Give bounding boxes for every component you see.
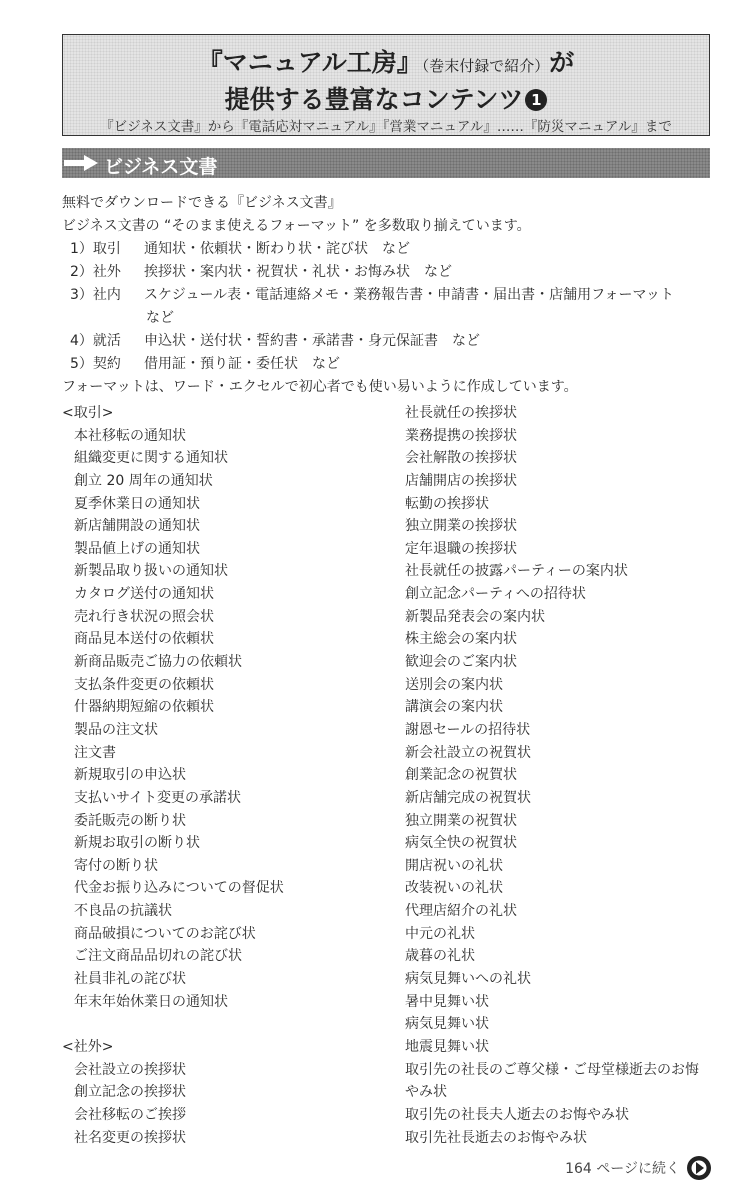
list-item: 創業記念の祝賀状 bbox=[405, 767, 517, 784]
list-item: 会社解散の挨拶状 bbox=[405, 450, 517, 467]
list-item: 取引先社長逝去のお悔やみ状 bbox=[405, 1129, 587, 1146]
list-item: 本社移転の通知状 bbox=[74, 427, 186, 444]
category-label: 3）社内 bbox=[70, 287, 121, 303]
list-item: 新規取引の申込状 bbox=[74, 767, 186, 784]
category-row bbox=[62, 261, 712, 284]
list-item: 歓迎会のご案内状 bbox=[405, 654, 517, 671]
list-item: 注文書 bbox=[74, 744, 116, 761]
category-label: 1）取引 bbox=[70, 241, 121, 257]
list-item: 製品の注文状 bbox=[74, 721, 158, 738]
list-item: 新製品取り扱いの通知状 bbox=[74, 563, 228, 580]
list-item: 社員非礼の詫び状 bbox=[74, 971, 186, 988]
list-item: ご注文商品品切れの詫び状 bbox=[74, 948, 242, 965]
list-item: 商品破損についてのお詫び状 bbox=[74, 925, 256, 942]
list-item: 講演会の案内状 bbox=[405, 699, 503, 716]
list-item: 不良品の抗議状 bbox=[74, 903, 172, 920]
list-item: 社名変更の挨拶状 bbox=[74, 1129, 186, 1146]
section-title: ビジネス文書 bbox=[104, 156, 218, 178]
category-row bbox=[62, 284, 712, 307]
list-item: 支払条件変更の依頼状 bbox=[74, 676, 214, 693]
torihiki-list bbox=[62, 425, 382, 1014]
list-item: 支払いサイト変更の承諾状 bbox=[74, 789, 242, 806]
intro-closing: フォーマットは、ワード・エクセルで初心者でも使い易いように作成しています。 bbox=[62, 379, 578, 395]
list-item: 創立 20 周年の通知状 bbox=[74, 472, 213, 489]
list-item: 改装祝いの礼状 bbox=[405, 880, 503, 897]
intro-line-1: 無料でダウンロードできる『ビジネス文書』 bbox=[62, 195, 342, 211]
header-subtitle: 『ビジネス文書』から『電話応対マニュアル』『営業マニュアル』……『防災マニュアル』まで bbox=[100, 119, 672, 135]
list-item: 新店舗開設の通知状 bbox=[74, 518, 200, 535]
shagai-list bbox=[62, 1059, 382, 1150]
header-box bbox=[62, 34, 710, 136]
list-item: 取引先の社長夫人逝去のお悔やみ状 bbox=[405, 1106, 629, 1123]
list-item: 会社移転のご挨拶 bbox=[74, 1106, 186, 1123]
section-bar bbox=[62, 148, 710, 178]
header-title-line2 bbox=[63, 80, 709, 116]
list-item: 組織変更に関する通知状 bbox=[74, 450, 228, 467]
list-item: 病気見舞いへの礼状 bbox=[405, 971, 531, 988]
list-item: 送別会の案内状 bbox=[405, 676, 503, 693]
list-item: 商品見本送付の依頼状 bbox=[74, 631, 214, 648]
list-item: 製品値上げの通知状 bbox=[74, 540, 200, 557]
category-label: 2）社外 bbox=[70, 264, 121, 280]
list-item: 歳暮の礼状 bbox=[405, 948, 475, 965]
category-row bbox=[62, 330, 712, 353]
list-item: 会社設立の挨拶状 bbox=[74, 1061, 186, 1078]
list-item: 新会社設立の祝賀状 bbox=[405, 744, 531, 761]
list-item: 売れ行き状況の照会状 bbox=[74, 608, 214, 625]
list-item: 独立開業の挨拶状 bbox=[405, 518, 517, 535]
list-item: 創立記念の挨拶状 bbox=[74, 1084, 186, 1101]
torihiki-heading: <取引> bbox=[62, 405, 114, 421]
list-item: 新店舗完成の祝賀状 bbox=[405, 789, 531, 806]
right-column bbox=[405, 402, 725, 1149]
list-item: 創立記念パーティへの招待状 bbox=[405, 586, 586, 603]
list-item: 年末年始休業日の通知状 bbox=[74, 993, 228, 1010]
category-content: スケジュール表・電話連絡メモ・業務報告書・申請書・届出書・店舗用フォーマット bbox=[144, 287, 674, 303]
list-item: 転勤の挨拶状 bbox=[405, 495, 489, 512]
category-content: 申込状・送付状・誓約書・承諾書・身元保証書 など bbox=[144, 333, 480, 349]
right-list bbox=[405, 402, 725, 1149]
category-content: 通知状・依頼状・断わり状・詫び状 など bbox=[144, 241, 410, 257]
list-item: やみ状 bbox=[405, 1084, 447, 1101]
list-item: 地震見舞い状 bbox=[405, 1038, 489, 1055]
list-item: 病気見舞い状 bbox=[405, 1016, 489, 1033]
header-title-line2-text: 提供する豊富なコンテンツ bbox=[224, 85, 524, 114]
list-item: 業務提携の挨拶状 bbox=[405, 427, 517, 444]
intro-text bbox=[62, 192, 712, 399]
list-item: 新商品販売ご協力の依頼状 bbox=[74, 654, 242, 671]
list-item: 代金お振り込みについての督促状 bbox=[74, 880, 284, 897]
category-row bbox=[62, 353, 712, 376]
header-title-note: （巻末付録で紹介） bbox=[421, 57, 550, 75]
list-item: 什器納期短縮の依頼状 bbox=[74, 699, 214, 716]
list-item: 委託販売の断り状 bbox=[74, 812, 186, 829]
category-content: 借用証・預り証・委任状 など bbox=[144, 356, 340, 372]
list-item: 夏季休業日の通知状 bbox=[74, 495, 200, 512]
list-item: 新製品発表会の案内状 bbox=[405, 608, 545, 625]
category-row bbox=[62, 238, 712, 261]
category-label: 5）契約 bbox=[70, 356, 121, 372]
list-item: 開店祝いの礼状 bbox=[405, 857, 503, 874]
category-label: 4）就活 bbox=[70, 333, 121, 349]
arrow-right-icon bbox=[64, 154, 100, 172]
intro-line-2: ビジネス文書の “そのまま使えるフォーマット” を多数取り揃えています。 bbox=[62, 218, 531, 234]
category-content: 挨拶状・案内状・祝賀状・礼状・お悔み状 など bbox=[144, 264, 452, 280]
list-item: 社長就任の挨拶状 bbox=[405, 405, 517, 421]
header-title-particle: が bbox=[549, 48, 575, 77]
number-badge: 1 bbox=[525, 89, 547, 111]
list-item: カタログ送付の通知状 bbox=[74, 586, 214, 603]
category-continuation: など bbox=[146, 310, 174, 326]
shagai-heading: <社外> bbox=[62, 1038, 114, 1055]
list-item: 暑中見舞い状 bbox=[405, 993, 489, 1010]
continue-text: 164 ページに続く bbox=[565, 1161, 680, 1177]
list-item: 病気全快の祝賀状 bbox=[405, 835, 517, 852]
list-item: 独立開業の祝賀状 bbox=[405, 812, 517, 829]
list-item: 寄付の断り状 bbox=[74, 857, 158, 874]
spacer bbox=[62, 1013, 382, 1036]
footer-continue bbox=[565, 1155, 712, 1181]
next-page-arrow-icon bbox=[686, 1155, 712, 1181]
list-item: 中元の礼状 bbox=[405, 925, 475, 942]
header-title-main: 『マニュアル工房』 bbox=[197, 48, 422, 77]
list-item: 店舗開店の挨拶状 bbox=[405, 472, 517, 489]
list-item: 株主総会の案内状 bbox=[405, 631, 517, 648]
list-item: 代理店紹介の礼状 bbox=[405, 903, 517, 920]
list-item: 社長就任の披露パーティーの案内状 bbox=[405, 563, 628, 580]
header-title-line1 bbox=[63, 43, 709, 79]
list-item: 定年退職の挨拶状 bbox=[405, 540, 517, 557]
list-item: 謝恩セールの招待状 bbox=[405, 721, 531, 738]
list-item: 取引先の社長のご尊父様・ご母堂様逝去のお悔 bbox=[405, 1061, 699, 1078]
left-column bbox=[62, 402, 382, 1149]
list-item: 新規お取引の断り状 bbox=[74, 835, 200, 852]
